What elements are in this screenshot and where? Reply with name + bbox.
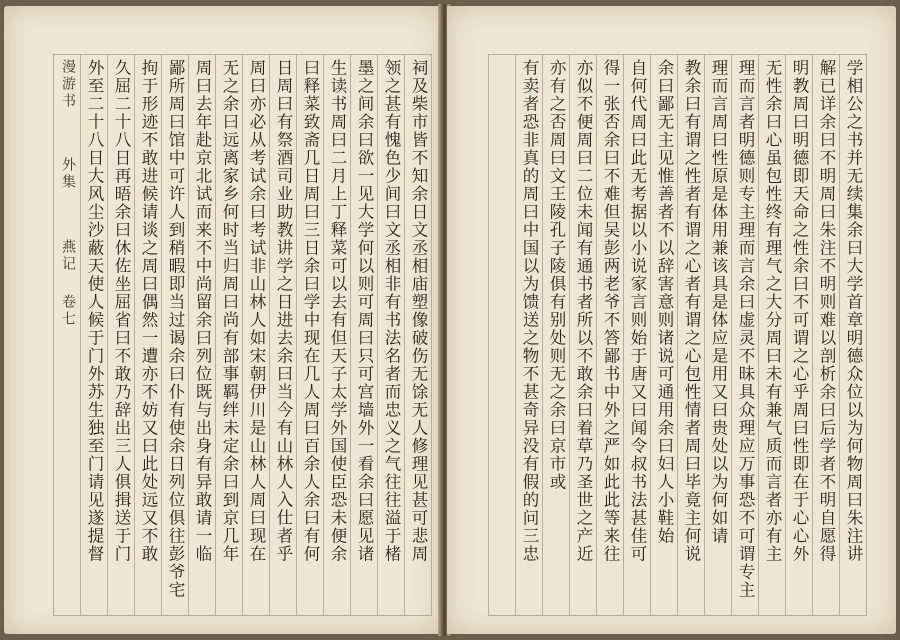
book-title: 漫游书 bbox=[60, 59, 76, 110]
text-column: 久屈二十八日再晤余曰休佐坐屈省曰不敢乃辞出三人俱揖送于门 bbox=[112, 59, 131, 563]
text-column: 拘于形迹不敢进候请谈之周曰偶然一遭亦不妨又曰此处远又不敢 bbox=[139, 59, 158, 563]
text-column: 祠及柴市皆不知余日文丞相庙塑像破伤无馀无人修理见甚可悲周 bbox=[409, 59, 428, 563]
text-column: 理而言周曰性原是体用兼该具是体应是用又曰贵处以为何如请 bbox=[709, 59, 728, 545]
text-column: 墨之间余曰欲一见大学何以则可周曰只可宫墙外一看余曰愿见诸 bbox=[355, 59, 374, 563]
text-column: 生读书周曰二月上丁释菜可以去有但天子太学外国使臣恐未便余 bbox=[328, 59, 347, 563]
left-page bbox=[4, 6, 441, 634]
text-column: 日周曰有祭酒司业助教讲学之日进去余曰当今有山林人入仕者乎 bbox=[274, 59, 293, 563]
text-column: 解已详余曰不明周曰朱注不明则难以剖析余曰后学者不明自愿得 bbox=[817, 59, 836, 563]
volume-label: 卷七 bbox=[60, 294, 76, 329]
text-column: 教余曰有谓之性者有谓之心者有谓之心包性情者周曰毕竟主何说 bbox=[682, 59, 701, 563]
section-label: 燕记 bbox=[60, 238, 76, 273]
text-column: 学相公之书并无续集余曰大学首章明德众位以为何物周曰朱注讲 bbox=[844, 59, 863, 563]
book-subtitle: 外集 bbox=[60, 157, 76, 192]
text-column: 外至二十八日大风尘沙蔽天使人候于门外苏生独至门请见遂提督 bbox=[85, 59, 104, 563]
text-column: 有卖者恐非真的周曰中国以为馈送之物不甚奇异没有假的问三忠 bbox=[520, 59, 539, 563]
text-column: 自何代周曰此无考据以小说家言则始于唐又曰闻令叔书法甚佳可 bbox=[628, 59, 647, 563]
text-column: 亦有之否周曰文王陵孔子陵俱有别处则无之余曰京市或 bbox=[547, 59, 566, 491]
left-page-columns bbox=[53, 55, 432, 615]
text-column: 理而言者明德则专主理而言余曰虚灵不昧具众理应万事恐不可谓专主 bbox=[736, 59, 755, 599]
text-column: 无之余曰远离家乡何时当归周曰尚有部事羁绊未定余曰到京几年 bbox=[220, 59, 239, 563]
page-margin-label bbox=[54, 55, 81, 615]
text-column: 曰释菜致斋几日周曰三日余曰学中现在几人周曰百余人余曰有何 bbox=[301, 59, 320, 563]
text-column: 无性余曰心虽包性终有理气之大分周曰未有兼气质而言者亦有主 bbox=[763, 59, 782, 563]
right-page-columns bbox=[488, 55, 867, 615]
text-column: 周曰亦必从考试余曰考试非山林人如宋朝伊川是山林人周曰现在 bbox=[247, 59, 266, 563]
right-page-text-grid bbox=[488, 54, 867, 616]
text-column: 鄙所周曰馆中可许人到稍暇即当过谒余曰仆有使余日列位俱往彭爷宅 bbox=[166, 59, 185, 599]
text-column: 得一张否余曰不难但吴彭两老爷不答鄙书中外之严如此此等来往 bbox=[601, 59, 620, 563]
left-page-text-grid bbox=[53, 54, 432, 616]
text-column: 亦似不便周曰二位未闻有通书者所以不敢余曰着草乃圣世之产近 bbox=[574, 59, 593, 563]
text-column: 周曰去年赴京北试而来不中尚留余曰列位既与出身有异敢请一临 bbox=[193, 59, 212, 563]
text-column: 明教周曰明德即天命之性余曰不可谓之心乎周曰性即在于心心外 bbox=[790, 59, 809, 563]
text-column: 领之甚有愧色少间曰文丞相非有书法名者而忠义之气往往溢于楮 bbox=[382, 59, 401, 563]
right-page bbox=[447, 6, 896, 634]
text-column: 余曰鄙无主见惟善者不以辞害意则诸说可通用余曰妇人小鞋始 bbox=[655, 59, 674, 545]
